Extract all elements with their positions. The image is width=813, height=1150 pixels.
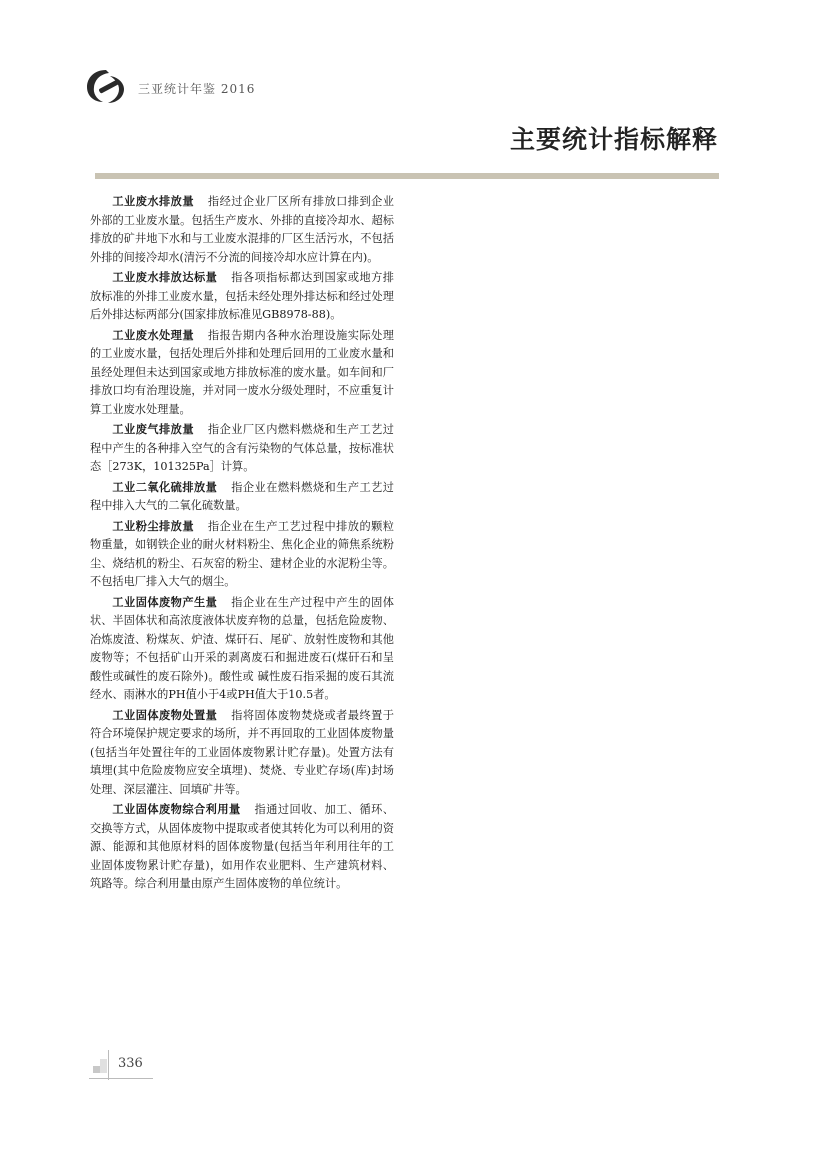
definition-paragraph <box>90 707 394 800</box>
definition-text: 指通过回收、加工、循环、交换等方式，从固体废物中提取或者使其转化为可以利用的资源、能源和其他原材料的固体废物量(包括当年利用往年的工业固体废物累计贮存量)，如用作农业肥料、生产建筑材料、筑路等。综合利用量由原产生固体废物的单位统计。 <box>90 803 394 890</box>
yearbook-header-title: 三亚统计年鉴 2016 <box>138 82 256 96</box>
footer-decoration <box>93 1066 100 1073</box>
definition-term: 工业废水排放达标量 <box>112 271 218 284</box>
definition-term: 工业废气排放量 <box>112 423 194 436</box>
definition-text: 指企业在燃料燃烧和生产工艺过程中排入大气的二氧化硫数量。 <box>90 480 394 512</box>
definition-paragraph <box>90 421 394 477</box>
definition-term: 工业废水排放量 <box>112 195 194 208</box>
page-number: 336 <box>118 1056 143 1071</box>
footer-decoration <box>108 1050 109 1080</box>
definition-text: 指企业厂区内燃料燃烧和生产工艺过程中产生的各种排入空气的含有污染物的气体总量，按标准状态［273K，101325Pa］计算。 <box>90 423 394 473</box>
definition-paragraph <box>90 327 394 420</box>
title-divider-bar <box>95 173 719 179</box>
footer-decoration <box>100 1059 107 1073</box>
definition-text: 指企业在生产过程中产生的固体状、半固体状和高浓度液体状废弃物的总量，包括危险废物、冶炼废渣、粉煤灰、炉渣、煤矸石、尾矿、放射性废物和其他废物等；不包括矿山开采的剥离废石和掘进废石(煤矸石和呈酸性或碱性的废石除外)。酸性或 碱性废石指采掘的废石其流经水、雨淋水的PH值小于4或PH值大于10.5者。 <box>90 595 394 701</box>
definition-paragraph <box>90 479 394 516</box>
footer-rule <box>89 1078 153 1079</box>
definition-term: 工业固体废物产生量 <box>112 595 218 609</box>
definition-text: 指各项指标都达到国家或地方排放标准的外排工业废水量，包括未经处理外排达标和经过处理后外排达标两部分(国家排放标准见GB8978-88)。 <box>90 271 394 321</box>
definition-term: 工业二氧化硫排放量 <box>112 480 218 494</box>
definitions-text <box>90 193 394 896</box>
definition-paragraph <box>90 269 394 325</box>
definition-paragraph <box>90 193 394 267</box>
definition-text: 指经过企业厂区所有排放口排到企业外部的工业废水量。包括生产废水、外排的直接冷却水、超标排放的矿井地下水和与工业废水混排的厂区生活污水，不包括外排的间接冷却水(清污不分流的间接冷却水应计算在内)。 <box>90 195 394 264</box>
definition-text: 指企业在生产工艺过程中排放的颗粒物重量，如钢铁企业的耐火材料粉尘、焦化企业的筛焦系统粉尘、烧结机的粉尘、石灰窑的粉尘、建材企业的水泥粉尘等。不包括电厂排入大气的烟尘。 <box>90 519 394 588</box>
definition-term: 工业固体废物综合利用量 <box>112 803 241 816</box>
definition-term: 工业废水处理量 <box>112 328 194 342</box>
page-title: 主要统计指标解释 <box>509 125 718 154</box>
definition-text: 指将固体废物焚烧或者最终置于符合环境保护规定要求的场所，并不再回取的工业固体废物量(包括当年处置往年的工业固体废物累计贮存量)。处置方法有填埋(其中危险废物应安全填埋)、焚烧、专业贮存场(库)封场处理、深层灌注、回填矿井等。 <box>90 708 394 796</box>
yearbook-logo-icon <box>84 66 128 106</box>
definition-paragraph <box>90 801 394 894</box>
definition-text: 指报告期内各种水治理设施实际处理的工业废水量，包括处理后外排和处理后回用的工业废水量和虽经处理但未达到国家或地方排放标准的废水量。如车间和厂排放口均有治理设施，并对同一废水分级处理时，不应重复计算工业废水处理量。 <box>90 328 394 416</box>
definition-term: 工业固体废物处置量 <box>112 708 218 722</box>
definition-paragraph <box>90 518 394 592</box>
definition-paragraph <box>90 594 394 705</box>
definition-term: 工业粉尘排放量 <box>112 519 194 533</box>
